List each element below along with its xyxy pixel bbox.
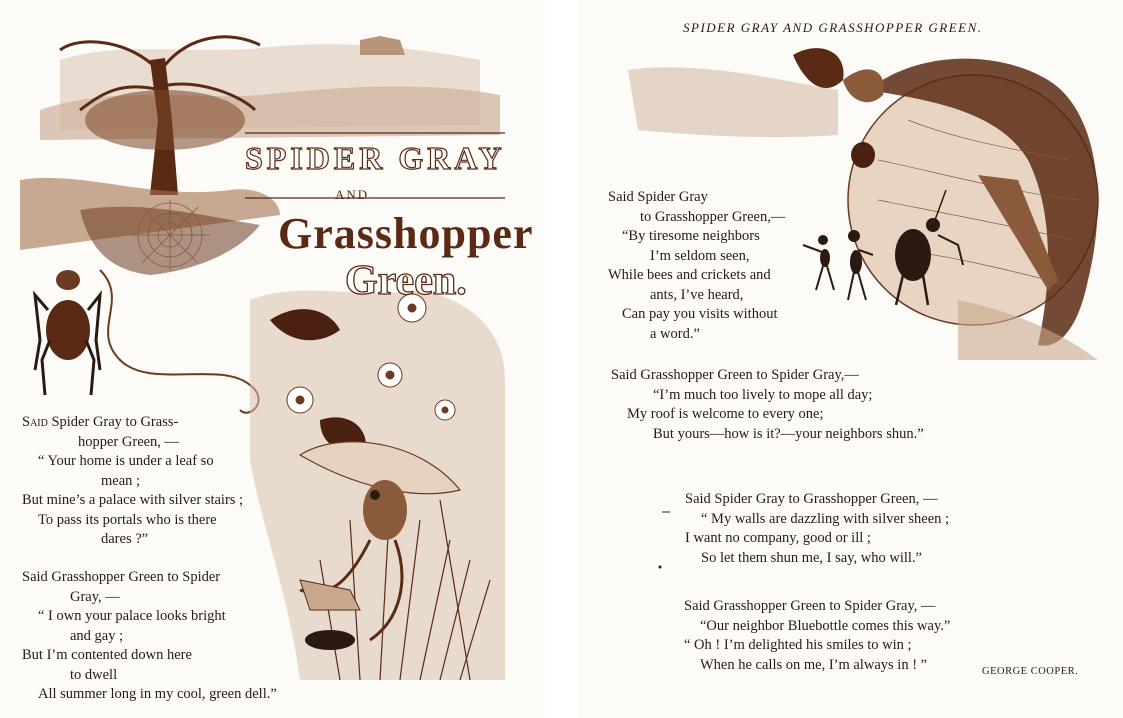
verse-line: mean ; xyxy=(101,472,141,489)
dot-ornament xyxy=(659,566,662,569)
title-connector: AND xyxy=(335,187,370,202)
verse-line: “I’m much too lively to mope all day; xyxy=(653,386,873,403)
verse-line: Gray, — xyxy=(70,588,120,605)
verse-line: “Our neighbor Bluebottle comes this way.” xyxy=(700,617,951,634)
verse-line: Said Grasshopper Green to Spider Gray, — xyxy=(684,598,936,614)
verse-line: So let them shun me, I say, who will.” xyxy=(701,549,922,566)
bee-figure xyxy=(851,142,875,168)
ant-figure-1 xyxy=(803,236,834,290)
verse-line: hopper Green, — xyxy=(78,433,180,450)
verse-line: to dwell xyxy=(70,666,118,683)
verse-text: Spider Gray to Grass- xyxy=(47,414,179,430)
verse-line: a word.” xyxy=(650,325,700,342)
left-page xyxy=(0,0,545,718)
spider-figure xyxy=(35,270,100,395)
book-gutter xyxy=(545,0,578,718)
tree-foliage xyxy=(85,90,245,150)
running-head: SPIDER GRAY AND GRASSHOPPER GREEN. xyxy=(683,20,983,35)
left-stanza-2 xyxy=(22,568,277,705)
ribbon-vine xyxy=(100,270,259,413)
verse-line: When he calls on me, I’m always in ! ” xyxy=(700,656,928,673)
author-credit: GEORGE COOPER. xyxy=(982,666,1079,677)
verse-line: But mine’s a palace with silver stairs ; xyxy=(22,492,244,508)
right-page xyxy=(578,0,1123,718)
verse-line: But I’m contented down here xyxy=(22,647,192,663)
verse-line: ants, I’ve heard, xyxy=(650,286,744,303)
right-stanza-3 xyxy=(685,490,949,568)
verse-line: “ Oh ! I’m delighted his smiles to win ; xyxy=(684,637,912,653)
verse-line: I’m seldom seen, xyxy=(650,247,750,264)
right-stanza-4 xyxy=(684,597,950,675)
right-stanza-2 xyxy=(611,366,924,444)
drop-word: Said xyxy=(22,414,48,430)
verse-line: Said Spider Gray xyxy=(608,189,708,205)
left-stanza-1 xyxy=(22,413,243,550)
title-green: Green. xyxy=(345,258,467,304)
verse-line: Said Grasshopper Green to Spider xyxy=(22,569,221,585)
verse-line: To pass its portals who is there xyxy=(38,511,217,528)
verse-line: and gay ; xyxy=(70,627,124,644)
title-grasshopper: Grasshopper xyxy=(278,209,534,258)
title-spider-gray: SPIDER GRAY xyxy=(245,140,506,176)
verse-line: While bees and crickets and xyxy=(608,267,771,283)
verse-line: Said Grasshopper Green to Spider Gray,— xyxy=(611,367,859,383)
verse-line: My roof is welcome to every one; xyxy=(627,406,824,422)
verse-line: But yours—how is it?—your neighbors shun.” xyxy=(653,425,924,442)
distant-house xyxy=(360,36,405,55)
verse-line xyxy=(22,413,243,433)
verse-line: to Grasshopper Green,— xyxy=(640,208,786,225)
verse-line: “ Your home is under a leaf so xyxy=(38,453,214,469)
verse-line: “ I own your palace looks bright xyxy=(38,608,226,624)
verse-line: All summer long in my cool, green dell.” xyxy=(38,686,277,702)
meadow-strip xyxy=(628,67,838,137)
verse-line: Can pay you visits without xyxy=(622,306,778,322)
verse-line: “By tiresome neighbors xyxy=(622,228,760,244)
verse-line: Said Spider Gray to Grasshopper Green, — xyxy=(685,491,938,507)
verse-line: “ My walls are dazzling with silver sheen ; xyxy=(701,510,950,527)
right-stanza-1 xyxy=(608,188,785,344)
verse-line: I want no company, good or ill ; xyxy=(685,530,871,546)
verse-line: dares ?” xyxy=(101,531,149,547)
